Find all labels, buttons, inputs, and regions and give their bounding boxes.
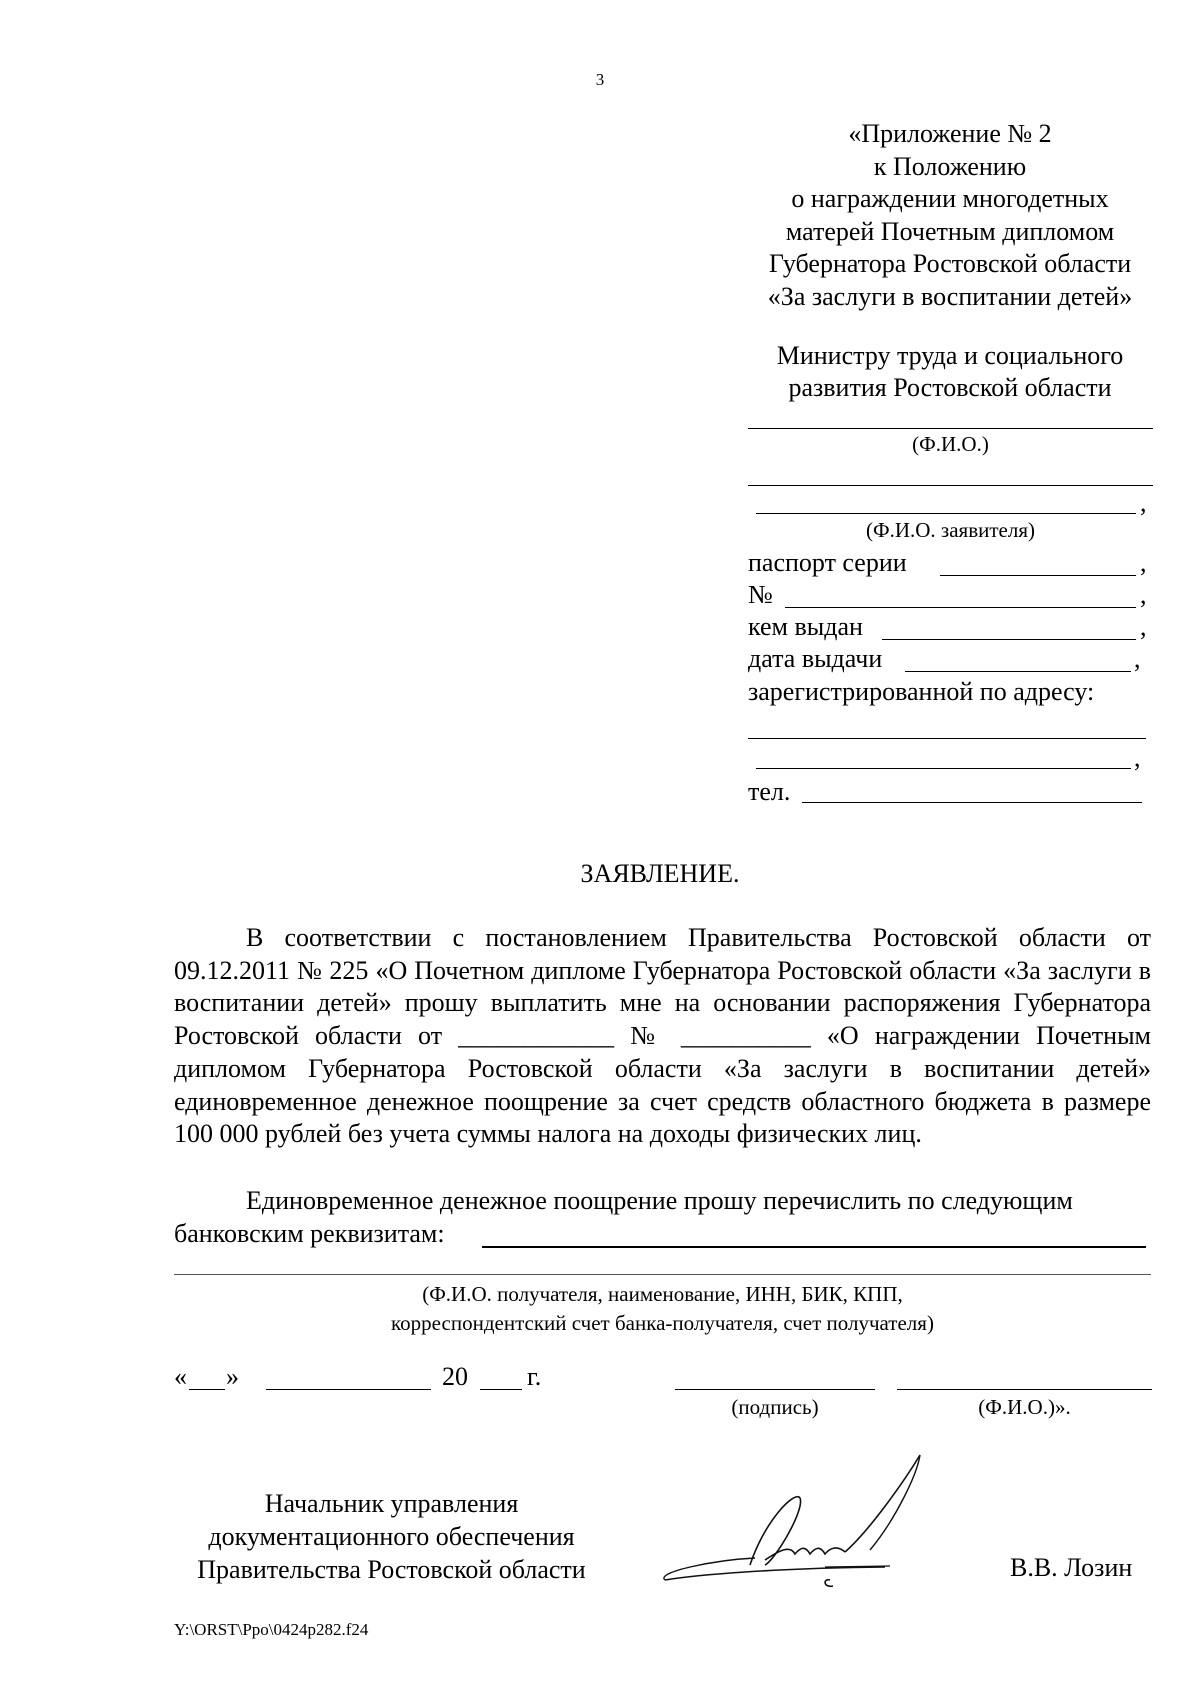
signatory-name: В.В. Лозин — [1010, 1553, 1133, 1582]
issue-date-line[interactable] — [905, 671, 1131, 672]
handwritten-signature — [655, 1450, 990, 1595]
signatory-position-line: документационного обеспечения — [208, 1522, 575, 1551]
fio-line[interactable] — [897, 1389, 1152, 1390]
bank-details-label: банковским реквизитам: — [174, 1219, 445, 1248]
appendix-line: «Приложение № 2 — [848, 119, 1052, 148]
year-suffix: г. — [527, 1362, 542, 1391]
year-line[interactable] — [480, 1389, 522, 1390]
document-title: ЗАЯВЛЕНИЕ. — [580, 859, 740, 888]
bank-details-caption — [174, 1280, 1151, 1338]
registered-address-label: зарегистрированной по адресу: — [748, 677, 1095, 706]
month-line[interactable] — [266, 1389, 431, 1390]
date-open-quote: « — [174, 1362, 187, 1391]
addressee — [740, 340, 1160, 404]
signature-caption: (подпись) — [731, 1395, 819, 1419]
file-path-code: Y:\ORST\Ppo\0424p282.f24 — [174, 1620, 369, 1639]
year-century: 20 — [442, 1362, 468, 1391]
signatory-position — [174, 1487, 609, 1586]
caption-line: корреспондентский счет банка-получателя, счет получателя) — [391, 1311, 934, 1335]
applicant-fio-line-2[interactable] — [756, 513, 1136, 514]
comma: , — [1140, 580, 1147, 609]
addressee-line: развития Ростовской области — [788, 373, 1112, 402]
minister-fio-caption: (Ф.И.О.) — [912, 432, 989, 456]
fio-caption: (Ф.И.О.)». — [978, 1395, 1071, 1419]
applicant-fio-caption: (Ф.И.О. заявителя) — [866, 518, 1035, 542]
comma: , — [1140, 548, 1147, 577]
passport-series-label: паспорт серии — [748, 548, 907, 577]
appendix-line: Губернатора Ростовской области — [768, 249, 1132, 278]
appendix-header — [740, 118, 1160, 313]
address-line-2[interactable] — [756, 768, 1131, 769]
appendix-line: о награждении многодетных — [791, 184, 1109, 213]
comma: , — [1140, 488, 1147, 517]
passport-series-line[interactable] — [940, 575, 1136, 576]
payment-request-line: Единовременное денежное поощрение прошу перечислить по следующим — [246, 1186, 1073, 1215]
issued-by-line[interactable] — [882, 639, 1136, 640]
phone-label: тел. — [748, 777, 791, 806]
address-line-1[interactable] — [748, 738, 1146, 739]
page-number: 3 — [595, 70, 605, 89]
bank-details-line-1[interactable] — [482, 1246, 1146, 1248]
day-line[interactable] — [189, 1389, 225, 1390]
bank-details-line-2[interactable] — [174, 1274, 1151, 1275]
applicant-fio-line-1[interactable] — [748, 485, 1153, 486]
comma: , — [1134, 743, 1141, 772]
comma: , — [1140, 612, 1147, 641]
date-close-quote: » — [226, 1362, 239, 1391]
passport-number-line[interactable] — [785, 607, 1136, 608]
passport-number-label: № — [748, 580, 773, 609]
signatory-position-line: Правительства Ростовской области — [197, 1555, 586, 1584]
appendix-line: к Положению — [873, 151, 1027, 181]
body-paragraph: В соответствии с постановлением Правительства Ростовской области от 09.12.2011 № 225 «О Почетном дипломе Губернатора Ростовской области «За заслуги в воспитании детей» прошу выплатить мне на основании распоряжения Губернатора Ростовской области от ____________ № __________ «О награждении Почетным дипломом Губернатора Ростовской области «За заслуги в воспитании детей» единовременное денежное поощрение за счет средств областного бюджета в размере 100 000 рублей без учета суммы налога на доходы физических лиц. — [174, 923, 1151, 1149]
comma: , — [1134, 644, 1141, 673]
phone-line[interactable] — [802, 802, 1142, 803]
signature-line[interactable] — [675, 1389, 875, 1390]
minister-fio-line[interactable] — [748, 428, 1153, 429]
issue-date-label: дата выдачи — [748, 644, 883, 673]
issued-by-label: кем выдан — [748, 612, 863, 641]
addressee-line: Министру труда и социального — [776, 341, 1124, 370]
caption-line: (Ф.И.О. получателя, наименование, ИНН, БИК, КПП, — [422, 1282, 903, 1306]
appendix-line: «За заслуги в воспитании детей» — [767, 281, 1133, 311]
signatory-position-line: Начальник управления — [264, 1489, 519, 1518]
appendix-line: матерей Почетным дипломом — [785, 216, 1115, 246]
